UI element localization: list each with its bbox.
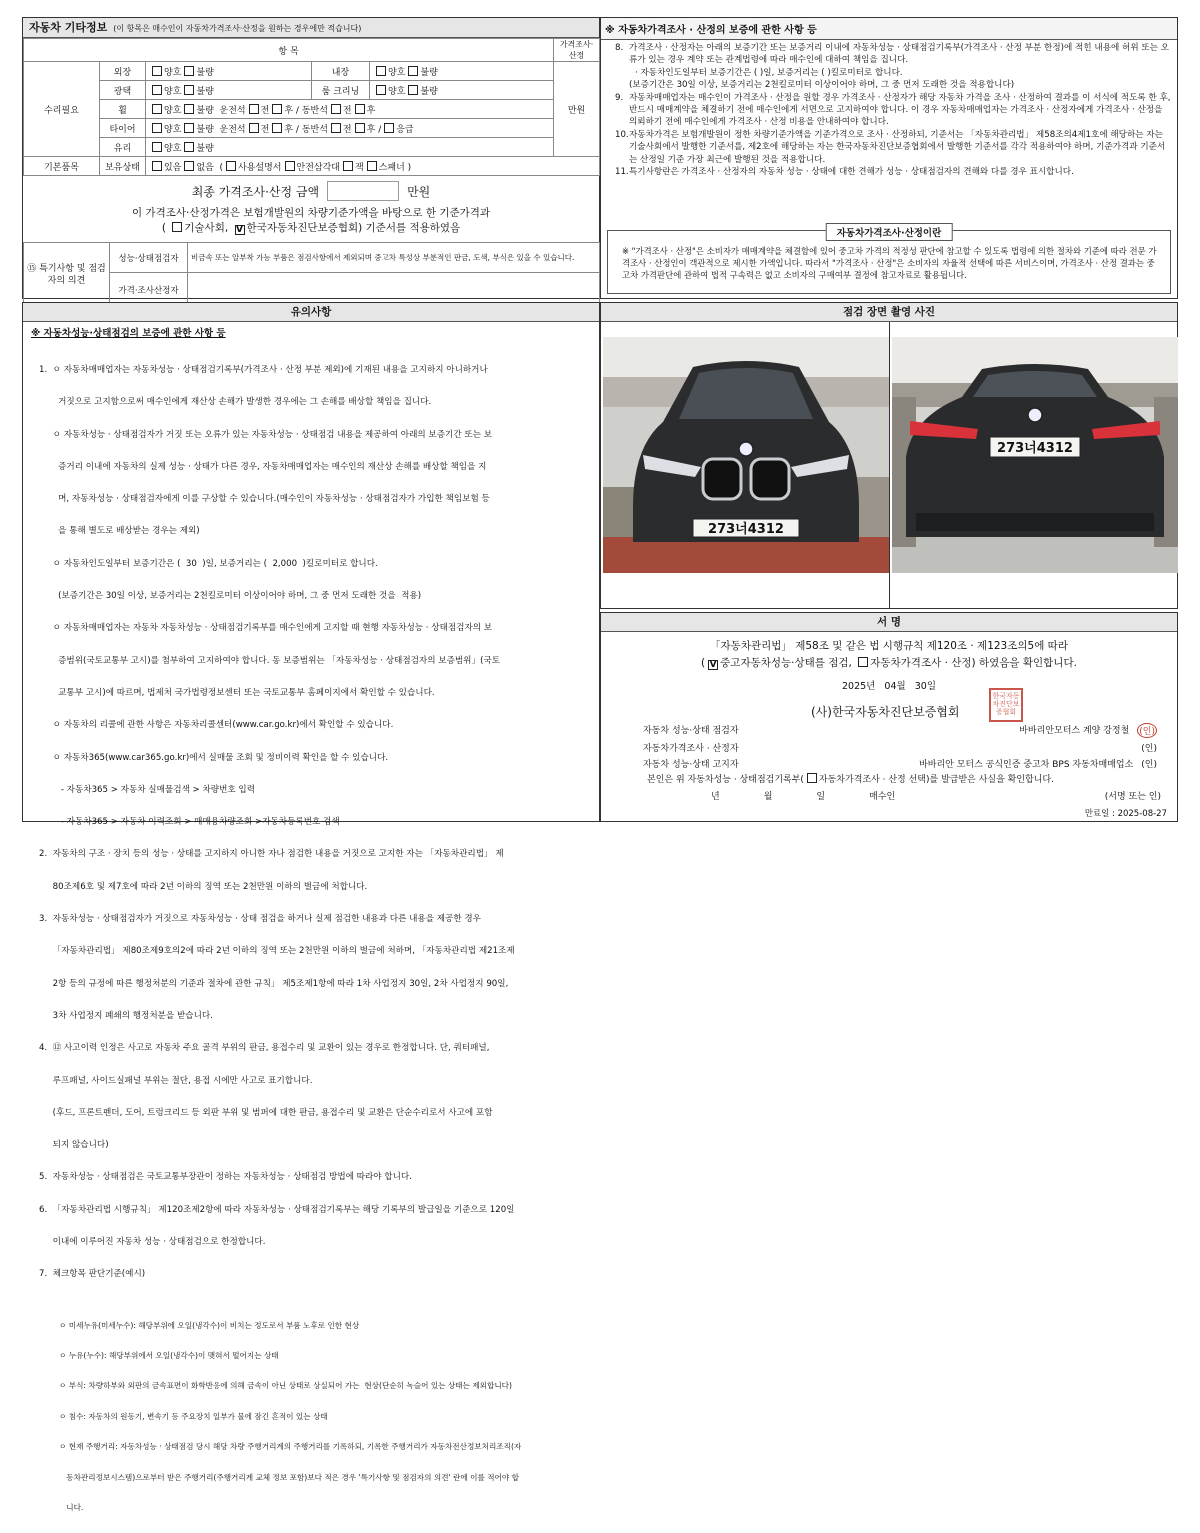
- inspector-seal: (인): [1137, 723, 1157, 738]
- special-inspector-label: 성능·상태점검자: [110, 243, 188, 273]
- note-line: 6. 「자동차관리법 시행규칙」 제120조제2항에 따라 자동차성능 · 상태점검기록부는 해당 기록부의 발급일을 기준으로 120일: [39, 1204, 515, 1215]
- final-price-row: [23, 176, 599, 206]
- confirm-line: 본인은 위 자동차성능 · 상태점검기록부( 자동차가격조사 · 산정 선택)를 발급받은 사실을 확인합니다.: [647, 775, 1054, 785]
- notes-section-title: ※ 자동차성능·상태점검의 보증에 관한 사항 등: [31, 328, 226, 339]
- checkbox-none[interactable]: [184, 161, 194, 171]
- holding-options: 있음 없음 ( 사용설명서 안전삼각대 잭 스패너 ): [146, 157, 600, 176]
- checkbox-bad[interactable]: [408, 66, 418, 76]
- interior-options: 양호 불량: [370, 62, 554, 81]
- notes-list: [23, 342, 599, 1301]
- photo-divider: [889, 322, 890, 608]
- tire-options: 양호 불량 운전석 전 후 / 동반석 전 후 / 응급: [146, 119, 554, 138]
- note-line: ㅇ 자동차인도일부터 보증기간은 ( 30 )일, 보증거리는 ( 2,000 )킬로미터로 합니다.: [39, 558, 378, 569]
- row-holding: 보유상태: [100, 157, 146, 176]
- checkbox-confirm-price[interactable]: [807, 773, 817, 783]
- checkbox-bad[interactable]: [184, 123, 194, 133]
- note-line: - 자동차365 > 자동차 이력조회 > 매매용차량조회 >자동차등록번호 검색: [39, 817, 340, 828]
- org-seal-stamp: 한국자동차진단보증협회: [989, 688, 1023, 722]
- row-gloss: 광택: [100, 81, 146, 100]
- final-price-unit: 만원: [407, 184, 431, 199]
- checkbox-front[interactable]: [331, 123, 341, 133]
- checkbox-bad[interactable]: [184, 104, 194, 114]
- note-line: 「자동차관리법」 제80조제9호의2에 따라 2년 이하의 징역 또는 2천만원 이하의 벌금에 처하며, 「자동차관리법 제21조제: [39, 946, 515, 957]
- checkbox-rear[interactable]: [272, 104, 282, 114]
- front-car-image: [603, 337, 889, 573]
- criteria-line: ㅇ 침수: 자동차의 원동기, 변속기 등 주요장치 일부가 물에 잠긴 흔적이 있는 상태: [59, 1411, 328, 1421]
- price-warranty-panel: [600, 17, 1178, 299]
- note-line: 되지 않습니다): [39, 1140, 109, 1151]
- row-room-cleaning: 룸 크리닝: [312, 81, 370, 100]
- note-line: 4. ⑫ 사고이력 인정은 사고로 자동차 주요 골격 부위의 판금, 용접수리 및 교환이 있는 경우로 한정합니다. 단, 쿼터패널,: [39, 1043, 490, 1054]
- wheel-options: 양호 불량 운전석 전 후 / 동반석 전 후: [146, 100, 554, 119]
- note-line: ㅇ 자동차365(www.car365.go.kr)에서 실매물 조회 및 정비이력 확인을 할 수 있습니다.: [39, 752, 389, 763]
- checkbox-bad[interactable]: [184, 85, 194, 95]
- checkbox-price-check[interactable]: [858, 657, 868, 667]
- checkbox-rear[interactable]: [355, 104, 365, 114]
- signature-date: 2025년 04월 30일: [841, 681, 936, 692]
- checkbox-technician-society[interactable]: [172, 222, 182, 232]
- checkbox-emergency[interactable]: [384, 123, 394, 133]
- checkbox-good[interactable]: [152, 104, 162, 114]
- price-definition-title: 자동차가격조사·산정이란: [826, 223, 953, 241]
- note-line: 2항 등의 규정에 따른 행정처분의 기준과 절차에 관한 규칙」 제5조제1항에 따라 1차 사업정지 30일, 2차 사업정지 90일,: [39, 978, 509, 989]
- checkbox-rear[interactable]: [272, 123, 282, 133]
- note-line: 루프패널, 사이드실패널 부위는 절단, 용접 시에만 사고로 표기합니다.: [39, 1075, 313, 1086]
- front-car-photo: [603, 337, 889, 573]
- note-line: 이내에 이루어진 자동차 성능 · 상태점검으로 한정합니다.: [39, 1237, 266, 1248]
- checkbox-bad[interactable]: [408, 85, 418, 95]
- note-line: 1. ㅇ 자동차매매업자는 자동차성능 · 상태점검기록부(가격조사 · 산정 부분 제외)에 기재된 내용을 고지하지 아니하거나: [39, 365, 488, 375]
- price-definition-text: ※ "가격조사 · 산정"은 소비자가 매매계약을 체결함에 있어 중고차 가격의 적정성 판단에 참고할 수 있도록 법령에 의한 절차와 기준에 따라 전문 가격조사 · 산정인이 객관적으로 제시한 가액입니다. 따라서 "가격조사 · 산정"은 소비자의 자율적 선택에 따른 서비스이며, 가격조사 · 산정 결과는 중고차 가격판단에 관하여 법적 구속력은 없고 소비자의 구매여부 결정에 참고자료로 활용됩니다.: [622, 246, 1157, 281]
- checkbox-rear[interactable]: [355, 123, 365, 133]
- checkbox-bad[interactable]: [184, 66, 194, 76]
- price-warranty-items: 8. 가격조사 · 산정자는 아래의 보증기간 또는 보증거리 이내에 자동차성능 · 상태점검기록부(가격조사 · 산정 부분 한정)에 적힌 내용에 허위 또는 오류가 있는 경우 계약 또는 관계법령에 따라 매수인에 대하여 책임을 집니다. · 자동차인도일부터 보증기간은 ( )일, 보증거리는 ( )킬로미터로 합니다. (보증기간은 30일 이상, 보증거리는 2천킬로미터 이상이어야 하며, 그 중 먼저 도래한 것을 적용합니다) 9. 자동차매매업자는 매수인이 가격조사 · 산정을 원할 경우 가격조사 · 산정자가 해당 자동차 가격을 조사 · 산정하여 결과를 이 서식에 적도록 한 후, 반드시 매매계약을 체결하기 전에 매수인에게 서면으로 고지하여야 합니다. 이 경우 자동차매매업자는 가격조사 · 산정자에게 가격조사 · 산정을 의뢰하기 전에 매수인에게 가격조사 · 산정 비용을 안내하여야 합니다. 10. 자동차가격은 보험개발원이 정한 차량기준가액을 기준가격으로 조사 · 산정하되, 기준서는 「자동차관리법」 제58조의4제1호에 해당하는 자는 기술사회에서 발행한 기준서를, 제2호에 해당하는 자는 한국자동차진단보증협회에서 발행한 기준서를 각각 적용하여야 하며, 기준가격과 기준서는 산정일 기준 가장 최근에 발행된 것을 적용합니다. 11. 특기사항란은 가격조사 · 산정자의 자동차 성능 · 상태에 대한 견해가 성능 · 상태점검자의 견해와 다를 경우 표시합니다.: [615, 43, 1171, 178]
- note-line: ㅇ 자동차성능 · 상태점검자가 거짓 또는 오류가 있는 자동차성능 · 상태점검 내용을 제공하여 아래의 보증기간 또는 보: [39, 429, 493, 440]
- note-line: 을 통해 별도로 배상받는 경우는 제외): [39, 526, 200, 537]
- note-line: 5. 자동차성능 · 상태점검은 국토교통부장관이 정하는 자동차성능 · 상태점검 방법에 따라야 합니다.: [39, 1172, 412, 1183]
- signature-law-line: 「자동차관리법」 제58조 및 같은 법 시행규칙 제120조 · 제123조의5에 따라: [710, 640, 1068, 652]
- criteria-line: ㅇ 현재 주행거리: 자동차성능 · 상태점검 당시 해당 차량 주행거리계의 주행거리를 기록하되, 기록한 주행거리가 자동차전산정보처리조직(자: [59, 1442, 522, 1452]
- note-line: (보증기간은 30일 이상, 보증거리는 2천킬로미터 이상이어야 하며, 그 중 먼저 도래한 것을 적용): [39, 591, 422, 602]
- checkbox-front[interactable]: [249, 104, 259, 114]
- row-wheel: 휠: [100, 100, 146, 119]
- note-line: 증범위(국토교통부 고시)를 첨부하여 고지하여야 합니다. 동 보증범위는 「자동차성능 · 상태점검자의 보증범위」(국토: [39, 655, 501, 666]
- note-line: 3. 자동차성능 · 상태점검자가 거짓으로 자동차성능 · 상태 점검을 하거나 실제 점검한 내용과 다른 내용을 제공한 경우: [39, 914, 481, 925]
- signature-check-line: ( V 중고자동차성능·상태를 점검, 자동차가격조사 · 산정) 하였음을 확인합니다.: [701, 657, 1077, 670]
- price-warranty-title: ※ 자동차가격조사 · 산정의 보증에 관한 사항 등: [601, 18, 1177, 40]
- criteria-line: ㅇ 누유(누수): 해당부위에서 오일(냉각수)이 맺혀서 떨어지는 상태: [59, 1351, 279, 1361]
- photos-panel: [600, 302, 1178, 609]
- basis-text: 이 가격조사·산정가격은 보험개발원의 차량기준가액을 바탕으로 한 기준가격과 ( 기술사회, V 한국자동차진단보증협회) 기준서를 적용하였음: [131, 207, 491, 235]
- expiry-date: 만료일 : 2025-08-27: [1084, 809, 1167, 819]
- note-line: 증거리 이내에 자동차의 실제 성능 · 상태가 다른 경우, 자동차매매업자는 매수인의 재산상 손해를 배상할 책임을 지: [39, 461, 487, 472]
- special-price-label: 가격·조사산정자: [110, 273, 188, 307]
- special-inspector-text: 비금속 또는 알부착 가능 부품은 점검사항에서 제외되며 중고차 특성상 부분적인 판금, 도색, 부식은 있을 수 있습니다.: [188, 243, 600, 273]
- notes-title: 유의사항: [23, 303, 599, 322]
- final-price-label: 최종 가격조사·산정 금액: [191, 184, 320, 199]
- note-line: - 자동차365 > 자동차 실매물검색 > 차량번호 입력: [39, 784, 256, 795]
- note-line: 3차 사업정지 폐쇄의 행정처분을 받습니다.: [39, 1010, 213, 1021]
- row-tire: 타이어: [100, 119, 146, 138]
- other-info-title: 자동차 기타정보 (이 항목은 매수인이 자동차가격조사·산정을 원하는 경우에만 적습니다): [23, 18, 599, 38]
- signature-title: 서 명: [601, 613, 1177, 632]
- checkbox-bad[interactable]: [184, 142, 194, 152]
- checkbox-good[interactable]: [376, 85, 386, 95]
- special-notes-table: [23, 242, 600, 307]
- price-definition-box: [607, 230, 1171, 294]
- group-basic-label: 기본품목: [24, 157, 100, 176]
- inspector-row: 자동차 성능·상태 점검자 바바리안모터스 계양 강정철 (인): [643, 723, 1157, 738]
- exterior-options: 양호 불량: [146, 62, 312, 81]
- criteria-line: ㅇ 부식: 차량하부와 외판의 금속표면이 화학반응에 의해 금속이 아닌 상태로 상실되어 가는 현상(단순히 녹슬어 있는 상태는 제외합니다): [59, 1381, 512, 1391]
- row-glass: 유리: [100, 138, 146, 157]
- rear-plate-text: 273너4312: [997, 441, 1073, 456]
- checkbox-kada[interactable]: V: [236, 225, 244, 235]
- checkbox-good[interactable]: [152, 66, 162, 76]
- rear-car-photo: [892, 337, 1178, 573]
- note-line: ㅇ 자동차의 리콜에 관한 사항은 자동차리콜센터(www.car.go.kr)에서 확인할 수 있습니다.: [39, 720, 394, 731]
- checkbox-good[interactable]: [376, 66, 386, 76]
- note-line: 며, 자동차성능 · 상태점검자에게 이를 구상할 수 있습니다.(매수인이 자동차성능 · 상태점검자가 가입한 책임보험 등: [39, 494, 490, 505]
- checkbox-jack[interactable]: [343, 161, 353, 171]
- note-line: ㅇ 자동차매매업자는 자동차 자동차성능 · 상태점검기록부를 매수인에게 고지할 때 현행 자동차성능 · 상태점검자의 보: [39, 623, 493, 634]
- criteria-line: 니다.: [59, 1503, 84, 1513]
- note-line: (후드, 프론트펜더, 도어, 트렁크리드 등 외판 부위 및 범퍼에 대한 판금, 용접수리 및 교환은 단순수리로서 사고에 포함: [39, 1107, 493, 1118]
- signature-panel: [600, 612, 1178, 822]
- row-exterior: 외장: [100, 62, 146, 81]
- other-info-table: [23, 38, 600, 176]
- notifier-row: 자동차 성능·상태 고지자 바바리안 모터스 공식인증 중고차 BPS 자동차매매업소 (인): [643, 760, 1157, 770]
- price-unit: 만원: [554, 62, 600, 157]
- room-cleaning-options: 양호 불량: [370, 81, 554, 100]
- notes-panel: [22, 302, 600, 1513]
- front-plate-text: 273너4312: [708, 522, 784, 537]
- note-line: 80조제6호 및 제7호에 따라 2년 이하의 징역 또는 2천만원 이하의 벌금에 처합니다.: [39, 881, 368, 892]
- col-price-header: 가격조사·산정: [554, 39, 600, 62]
- checkbox-good[interactable]: [152, 123, 162, 133]
- note-line: 교통부 고시)에 따르며, 법제처 국가법령정보센터 또는 국토교통부 홈페이지에서 확인할 수 있습니다.: [39, 687, 435, 698]
- checkbox-good[interactable]: [152, 85, 162, 95]
- criteria-line: ㅇ 미세누유(미세누수): 해당부위에 오일(냉각수)이 비치는 정도로서 부품 노후로 인한 현상: [59, 1320, 360, 1330]
- checkbox-have[interactable]: [152, 161, 162, 171]
- col-item-header: 항 목: [24, 39, 554, 62]
- checkbox-good[interactable]: [152, 142, 162, 152]
- group-repair-label: 수리필요: [24, 62, 100, 157]
- other-info-panel: [22, 17, 600, 299]
- gloss-options: 양호 불량: [146, 81, 312, 100]
- checkbox-front[interactable]: [331, 104, 341, 114]
- checkbox-performance-check[interactable]: V: [709, 660, 717, 670]
- price-row: 자동차가격조사 · 산정자 (인): [643, 744, 1157, 754]
- glass-options: 양호 불량: [146, 138, 554, 157]
- note-line: 7. 체크항목 판단기준(예시): [39, 1269, 146, 1280]
- criteria-line: 동차관리정보시스템)으로부터 받은 주행거리(주행거리계 교체 정보 포함)보다 적은 경우 '특기사항 및 점검자의 의견' 란에 이를 적어야 합: [59, 1472, 519, 1482]
- signature-org: (사)한국자동차진단보증협회: [811, 705, 960, 719]
- rear-car-image: [892, 337, 1178, 573]
- note-line: 거짓으로 고지함으로써 매수인에게 재산상 손해가 발생한 경우에는 그 손해를 배상할 책임을 집니다.: [39, 397, 432, 408]
- final-price-input[interactable]: [327, 181, 399, 201]
- photos-title: 점검 장면 촬영 사진: [601, 303, 1177, 322]
- checkbox-spanner[interactable]: [367, 161, 377, 171]
- row-interior: 내장: [312, 62, 370, 81]
- buyer-line: 년 월 일 매수인 (서명 또는 인): [711, 792, 1161, 802]
- checkbox-manual[interactable]: [226, 161, 236, 171]
- checkbox-triangle[interactable]: [285, 161, 295, 171]
- note-line: 2. 자동차의 구조 · 장치 등의 성능 · 상태를 고지하지 아니한 자나 점검한 내용을 거짓으로 고지한 자는 「자동차관리법」 제: [39, 849, 504, 860]
- checkbox-front[interactable]: [249, 123, 259, 133]
- special-notes-label: ⑮ 특기사항 및 점검자의 의견: [24, 243, 110, 307]
- criteria-list: [23, 1301, 599, 1533]
